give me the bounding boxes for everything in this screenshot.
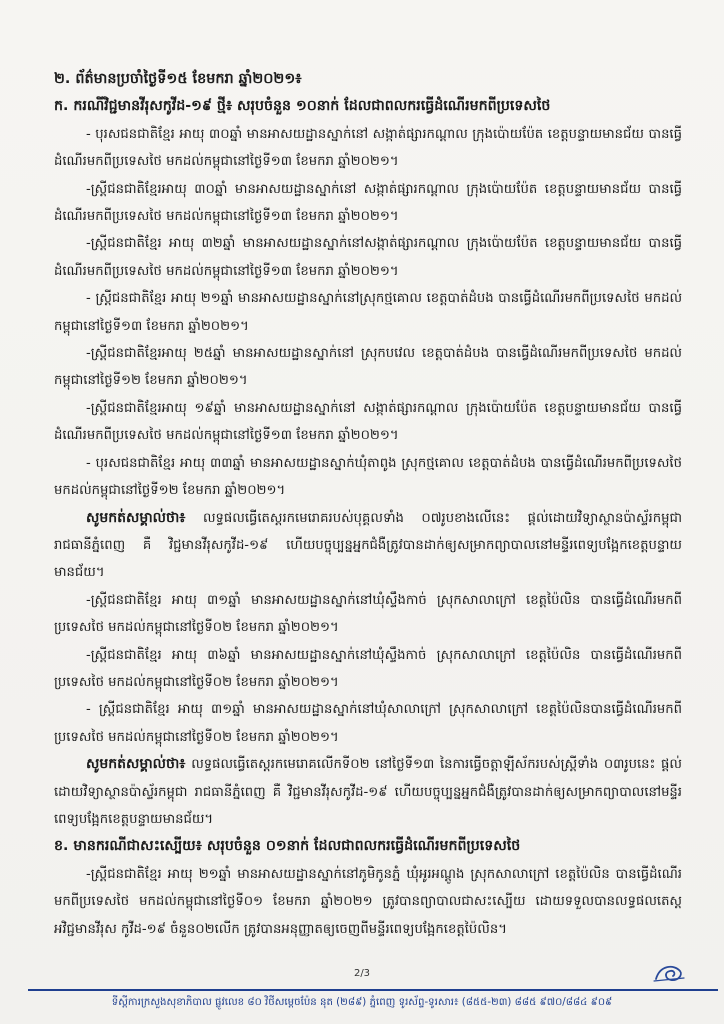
case-paragraph: - ស្ត្រីជនជាតិខ្មែរ អាយុ ៣១ឆ្នាំ មានអាសយដ្ឋានស្នាក់នៅឃុំសាលាក្រៅ ស្រុកសាលាក្រៅ ខេត្តប៉ៃលិនបានធ្វើដំណើរមកពីប្រទេសថៃ មកដល់កម្ពុជានៅថ្ងៃទី០២ ខែមករា ឆ្នាំ២០២១។ — [54, 702, 682, 745]
note-label: សូមកត់សម្គាល់ថា៖ — [86, 756, 186, 773]
signature-mark-icon — [652, 962, 686, 984]
case-paragraph: -ស្ត្រីជនជាតិខ្មែរ អាយុ ៣១ឆ្នាំ មានអាសយដ្ឋានស្នាក់នៅឃុំស្ទឹងកាច់ ស្រុកសាលាក្រៅ ខេត្តប៉ៃលិន បានធ្វើដំណើរមកពីប្រទេសថៃ មកដល់កម្ពុជានៅថ្ងៃទី០២ ខែមករា ឆ្នាំ២០២១។ — [54, 592, 682, 636]
case-paragraph: -ស្ត្រីជនជាតិខ្មែរអាយុ ៣០ឆ្នាំ មានអាសយដ្ឋានស្នាក់នៅ សង្កាត់ផ្សារកណ្តាល ក្រុងប៉ោយប៉ែត ខេត្តបន្ទាយមានជ័យ បានធ្វើដំណើរមកពីប្រទេសថៃ មកដល់កម្ពុជានៅថ្ងៃទី១៣ ខែមករា ឆ្នាំ២០២១។ — [54, 181, 682, 225]
case-paragraph: -ស្ត្រីជនជាតិខ្មែរអាយុ ១៩ឆ្នាំ មានអាសយដ្ឋានស្នាក់នៅ សង្កាត់ផ្សារកណ្តាល ក្រុងប៉ោយប៉ែត ខេត្តបន្ទាយមានជ័យ បានធ្វើដំណើរមកពីប្រទេសថៃ មកដល់កម្ពុជានៅថ្ងៃទី១៣ ខែមករា ឆ្នាំ២០២១។ — [54, 400, 682, 444]
subsection-b-title: ខ. មានករណីជាសះស្បើយ៖ សរុបចំនួន ០១នាក់ ដែលជាពលករធ្វើដំណើរមកពីប្រទេសថៃ — [54, 838, 521, 855]
case-paragraph: -ស្ត្រីជនជាតិខ្មែរអាយុ ២៥ឆ្នាំ មានអាសយដ្ឋានស្នាក់នៅ ស្រុកបវេល ខេត្តបាត់ដំបង បានធ្វើដំណើរមកពីប្រទេសថៃ មកដល់កម្ពុជានៅថ្ងៃទី១២ ខែមករា ឆ្នាំ២០២១។ — [54, 346, 682, 389]
page-number: 2/3 — [353, 968, 371, 979]
case-paragraph: -ស្ត្រីជនជាតិខ្មែរ អាយុ ៣៦ឆ្នាំ មានអាសយដ្ឋានស្នាក់នៅឃុំស្ទឹងកាច់ ស្រុកសាលាក្រៅ ខេត្តប៉ៃលិន បានធ្វើដំណើរមកពីប្រទេសថៃ មកដល់កម្ពុជានៅថ្ងៃទី០២ ខែមករា ឆ្នាំ២០២១។ — [54, 647, 682, 690]
case-paragraph: -ស្ត្រីជនជាតិខ្មែរ អាយុ ៣២ឆ្នាំ មានអាសយដ្ឋានស្នាក់នៅសង្កាត់ផ្សារកណ្តាល ក្រុងប៉ោយប៉ែត ខេត្តបន្ទាយមានជ័យ បានធ្វើដំណើរមកពីប្រទេសថៃ មកដល់កម្ពុជានៅថ្ងៃទី១៣ ខែមករា ឆ្នាំ២០២១។ — [54, 236, 682, 279]
document-body — [54, 66, 682, 943]
case-paragraph: -ស្ត្រីជនជាតិខ្មែរ អាយុ ២១ឆ្នាំ មានអាសយដ្ឋានស្នាក់នៅភូមិកូនភ្នំ ឃុំអូរអណ្តូង ស្រុកសាលាក្រៅ ខេត្តប៉ៃលិន បានធ្វើដំណើរមកពីប្រទេសថៃ មកដល់កម្ពុជានៅថ្ងៃទី០១ ខែមករា ឆ្នាំ២០២១ ត្រូវបានព្យាបាលជាសះស្បើយ ដោយទទួលបានលទ្ធផលតេស្ត អវិជ្ជមានវីរុស កូវីដ-១៩ ចំនួន០២លើក ត្រូវបានអនុញ្ញាតឲ្យចេញពីមន្ទីរពេទ្យបង្អែកខេត្តប៉ៃលិន។ — [54, 866, 682, 937]
note-label: សូមកត់សម្គាល់ថា៖ — [86, 509, 186, 526]
note-paragraph — [54, 505, 682, 587]
case-paragraph: - បុរសជនជាតិខ្មែរ អាយុ ៣៣ឆ្នាំ មានអាសយដ្ឋានស្នាក់ឃុំតាពូង ស្រុកថ្មគោល ខេត្តបាត់ដំបង បានធ្វើដំណើរមកពីប្រទេសថៃ មកដល់កម្ពុជានៅថ្ងៃទី១២ ខែមករា ឆ្នាំ២០២១។ — [54, 455, 682, 499]
note-text: លទ្ធផលធ្វើតេស្តរកមេរោគរបស់បុគ្គលទាំង ០៧រូបខាងលើនេះ ផ្តល់ដោយវិទ្យាស្ថានប៉ាស្ទ័រកម្ពុជា រាជធានីភ្នំពេញ គឺ វិជ្ជមានវីរុសកូវីដ-១៩ ហើយបច្ចុប្បន្នអ្នកជំងឺត្រូវបានដាក់ឲ្យសម្រាកព្យាបាលនៅមន្ទីរពេទ្យបង្អែកខេត្តបន្ទាយមានជ័យ។ — [54, 510, 682, 581]
footer-address: ទីស្តីការក្រសួងសុខាភិបាល ផ្លូវលេខ ៨០ វិថីសម្តេចប៉ែន នុត (២៨៩) ភ្នំពេញ ទូរស័ព្ទ-ទូរសារ៖ (៨៥៥-២៣) ៨៨៥ ៩៧០/៨៨៤ ៩០៩ — [111, 997, 613, 1008]
case-paragraph: - បុរសជនជាតិខ្មែរ អាយុ ៣០ឆ្នាំ មានអាសយដ្ឋានស្នាក់នៅ សង្កាត់ផ្សារកណ្តាល ក្រុងប៉ោយប៉ែត ខេត្តបន្ទាយមានជ័យ បានធ្វើដំណើរមកពីប្រទេសថៃ មកដល់កម្ពុជានៅថ្ងៃទី១៣ ខែមករា ឆ្នាំ២០២១។ — [54, 126, 682, 170]
footer-divider — [28, 989, 718, 991]
subsection-a-title: ក. ករណីវិជ្ជមានវីរុសកូវីដ-១៩ ថ្មី៖ សរុបចំនួន ១០នាក់ ដែលជាពលករធ្វើដំណើរមកពីប្រទេសថៃ — [54, 98, 551, 115]
note-paragraph — [54, 751, 682, 833]
note-text: លទ្ធផលធ្វើតេស្តរកមេរោគលើកទី០២ នៅថ្ងៃទី១៣ នៃការធ្វើចត្តាឡីស័ករបស់ស្ត្រីទាំង ០៣រូបនេះ ផ្តល់ដោយវិទ្យាស្ថានប៉ាស្ទ័រកម្ពុជា រាជធានីភ្នំពេញ គឺ វិជ្ជមានវីរុសកូវីដ-១៩ ហើយបច្ចុប្បន្នអ្នកជំងឺត្រូវបានដាក់ឲ្យសម្រាកព្យាបាលនៅមន្ទីរពេទ្យបង្អែកខេត្តបន្ទាយមានជ័យ។ — [54, 757, 682, 827]
case-paragraph: - ស្ត្រីជនជាតិខ្មែរ អាយុ ២១ឆ្នាំ មានអាសយដ្ឋានស្នាក់នៅស្រុកថ្មគោល ខេត្តបាត់ដំបង បានធ្វើដំណើរមកពីប្រទេសថៃ មកដល់កម្ពុជានៅថ្ងៃទី១៣ ខែមករា ឆ្នាំ២០២១។ — [54, 291, 682, 334]
section-heading: ២. ព័ត៌មានប្រចាំថ្ងៃទី១៥ ខែមករា ឆ្នាំ២០២១៖ — [54, 71, 302, 87]
